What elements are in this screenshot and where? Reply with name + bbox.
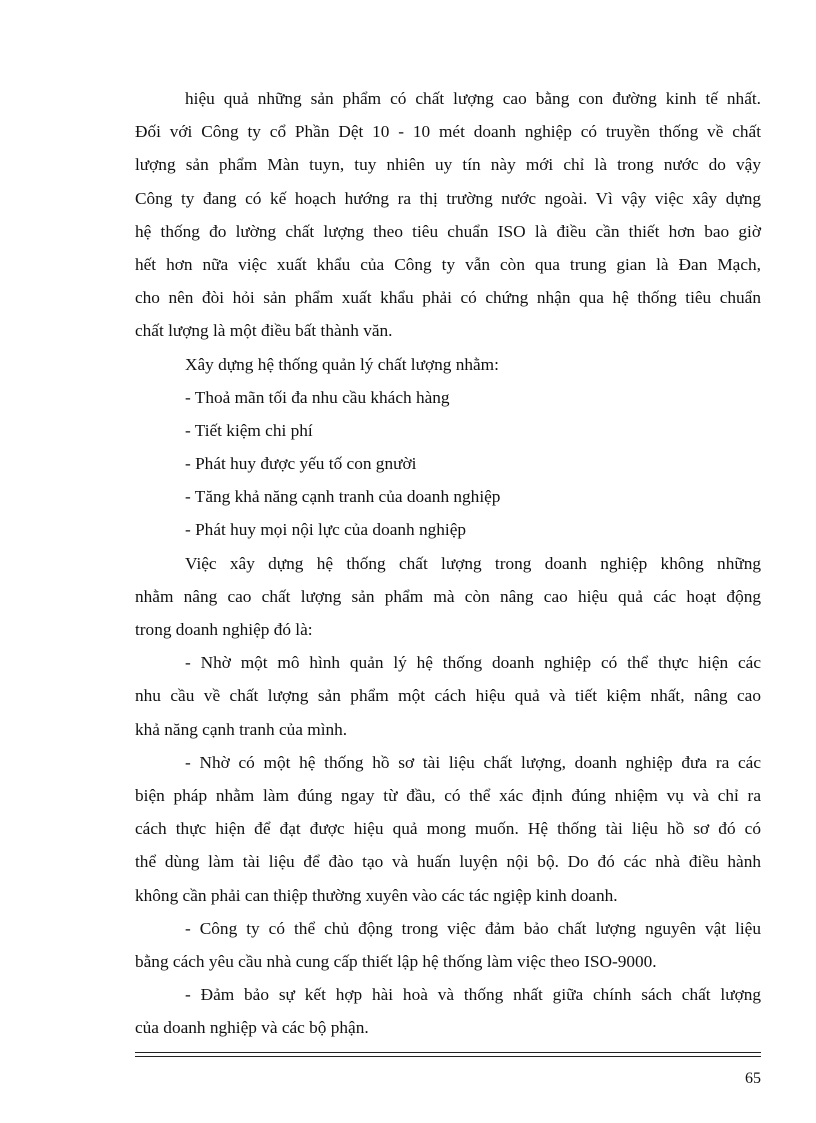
text-line: thể dùng làm tài liệu để đào tạo và huấn luyện nội bộ. Do đó các nhà điều hành <box>135 852 761 872</box>
text-line: biện pháp nhằm làm đúng ngay từ đầu, có thể xác định đúng nhiệm vụ và chỉ ra <box>135 785 761 805</box>
text-line: hiệu quả những sản phẩm có chất lượng cao bằng con đường kinh tế nhất. <box>185 89 761 108</box>
text-line: nhu cầu về chất lượng sản phẩm một cách hiệu quả và tiết kiệm nhất, nâng cao <box>135 686 761 706</box>
text-line: lượng sản phẩm Màn tuyn, tuy nhiên uy tín này mới chỉ là trong nước do vậy <box>135 155 761 175</box>
text-line: Việc xây dựng hệ thống chất lượng trong doanh nghiệp không những <box>185 553 761 573</box>
text-line: bằng cách yêu cầu nhà cung cấp thiết lập hệ thống làm việc theo ISO-9000. <box>135 951 657 971</box>
page-number: 65 <box>745 1070 761 1087</box>
text-line: - Nhờ có một hệ thống hồ sơ tài liệu chất lượng, doanh nghiệp đưa ra các <box>185 752 761 772</box>
text-line: chất lượng là một điều bất thành văn. <box>135 321 393 341</box>
text-line: không cần phải can thiệp thường xuyên vào các tác ngiệp kinh doanh. <box>135 885 618 905</box>
text-line: khả năng cạnh tranh của mình. <box>135 719 348 739</box>
text-line: Xây dựng hệ thống quản lý chất lượng nhằm: <box>185 354 499 374</box>
body-text <box>135 82 761 1044</box>
text-line: của doanh nghiệp và các bộ phận. <box>135 1018 369 1038</box>
footer-divider-bottom <box>135 1056 761 1057</box>
list-item: - Tăng khả năng cạnh tranh của doanh nghiệp <box>185 487 501 507</box>
text-line: nhằm nâng cao chất lượng sản phẩm mà còn nâng cao hiệu quả các hoạt động <box>135 586 761 606</box>
text-line: Công ty đang có kế hoạch hướng ra thị trường nước ngoài. Vì vậy việc xây dựng <box>135 188 761 208</box>
list-item: - Phát huy mọi nội lực của doanh nghiệp <box>185 520 467 540</box>
list-item: - Phát huy được yếu tố con gnười <box>185 454 417 474</box>
text-line: - Công ty có thể chủ động trong việc đảm bảo chất lượng nguyên vật liệu <box>185 918 761 938</box>
text-line: - Nhờ một mô hình quản lý hệ thống doanh nghiệp có thể thực hiện các <box>185 653 761 673</box>
text-line: trong doanh nghiệp đó là: <box>135 620 313 639</box>
list-item: - Tiết kiệm chi phí <box>185 420 313 440</box>
footer-divider-top <box>135 1052 761 1053</box>
list-item: - Thoả mãn tối đa nhu cầu khách hàng <box>185 387 450 407</box>
text-line: hết hơn nữa việc xuất khẩu của Công ty vẫn còn qua trung gian là Đan Mạch, <box>135 254 761 274</box>
text-line: - Đảm bảo sự kết hợp hài hoà và thống nhất giữa chính sách chất lượng <box>185 985 761 1005</box>
text-line: Đối với Công ty cổ Phần Dệt 10 - 10 mét doanh nghiệp có truyền thống về chất <box>135 122 761 142</box>
text-line: hệ thống đo lường chất lượng theo tiêu chuẩn ISO là điều cần thiết hơn bao giờ <box>135 221 761 241</box>
text-line: cho nên đòi hỏi sản phẩm xuất khẩu phải có chứng nhận qua hệ thống tiêu chuẩn <box>135 288 761 308</box>
text-line: cách thực hiện để đạt được hiệu quả mong muốn. Hệ thống tài liệu hồ sơ đó có <box>135 819 761 839</box>
